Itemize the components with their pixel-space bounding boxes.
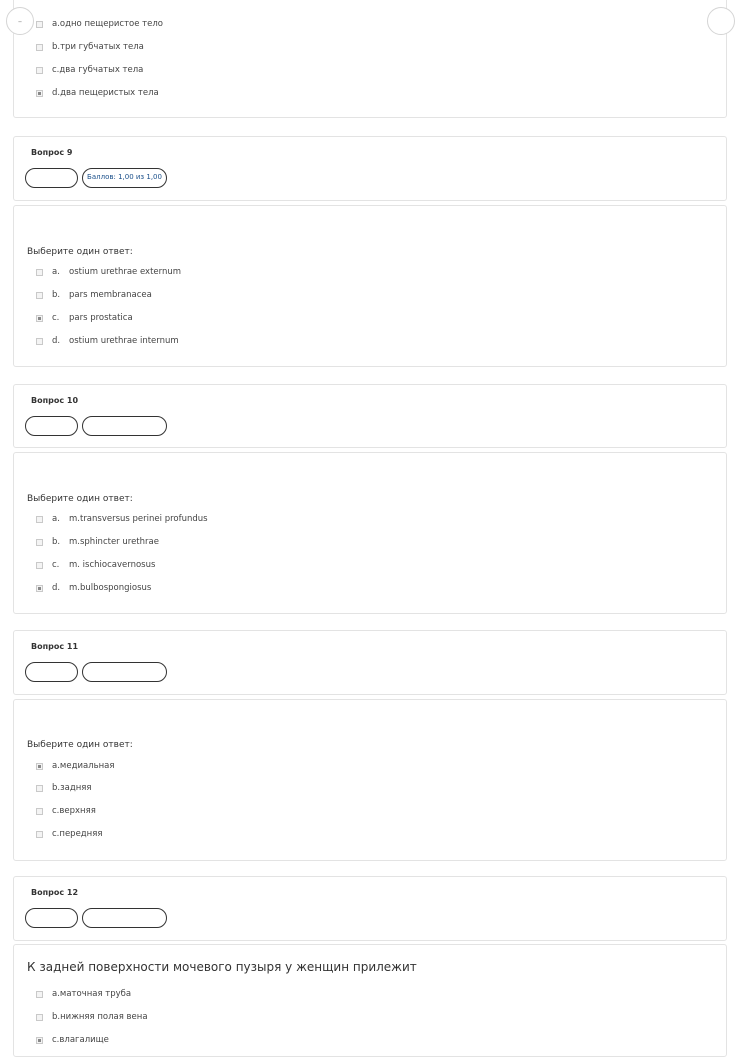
radio-button[interactable]	[36, 44, 43, 51]
option-letter: a.	[52, 19, 60, 29]
option-text: ostium urethrae internum	[69, 336, 179, 346]
option-text: верхняя	[59, 806, 96, 816]
option-text: pars prostatica	[69, 313, 133, 323]
radio-button[interactable]	[36, 808, 43, 815]
option-q12-c[interactable]	[36, 1034, 109, 1046]
option-q8-a[interactable]	[36, 18, 163, 30]
option-q8-b[interactable]	[36, 41, 144, 53]
option-letter: d.	[52, 583, 61, 593]
radio-button[interactable]	[36, 269, 43, 276]
option-text: m.bulbospongiosus	[69, 583, 152, 593]
question-title: Вопрос 11	[31, 642, 79, 651]
question-flag-button[interactable]	[25, 416, 78, 436]
option-q11-c[interactable]	[36, 805, 96, 817]
radio-button-checked[interactable]	[36, 315, 43, 322]
option-letter: c.	[52, 560, 60, 570]
option-text: m.transversus perinei profundus	[69, 514, 208, 524]
radio-button-checked[interactable]	[36, 763, 43, 770]
radio-button[interactable]	[36, 67, 43, 74]
option-q12-a[interactable]	[36, 988, 131, 1000]
option-text: задняя	[60, 783, 92, 793]
option-q8-d[interactable]	[36, 87, 159, 99]
question-title: Вопрос 10	[31, 396, 79, 405]
option-q11-a[interactable]	[36, 760, 115, 772]
option-letter: a.	[52, 761, 60, 771]
question-prompt: Выберите один ответ:	[27, 740, 133, 750]
option-letter: d.	[52, 336, 61, 346]
option-text: pars membranacea	[69, 290, 152, 300]
option-letter: c.	[52, 829, 60, 839]
option-text: влагалище	[59, 1035, 109, 1045]
option-text: передняя	[59, 829, 103, 839]
grade-badge	[82, 416, 167, 436]
option-q9-b[interactable]	[36, 289, 152, 301]
question-flag-button[interactable]	[25, 662, 78, 682]
question-info-12	[13, 876, 727, 941]
radio-button-checked[interactable]	[36, 90, 43, 97]
question-content-9	[13, 205, 727, 367]
radio-button[interactable]	[36, 1014, 43, 1021]
radio-button[interactable]	[36, 21, 43, 28]
option-letter: a.	[52, 514, 60, 524]
option-q9-a[interactable]	[36, 266, 181, 278]
collapse-right-button[interactable]	[707, 7, 735, 35]
option-letter: b.	[52, 1012, 61, 1022]
option-q11-d[interactable]	[36, 828, 102, 840]
question-content-11	[13, 699, 727, 861]
option-letter: c.	[52, 65, 60, 75]
question-title: Вопрос 12	[31, 888, 79, 897]
grade-badge: Баллов: 1,00 из 1,00	[82, 168, 167, 188]
question-info-9	[13, 136, 727, 201]
radio-button-checked[interactable]	[36, 1037, 43, 1044]
radio-button[interactable]	[36, 831, 43, 838]
option-letter: b.	[52, 783, 61, 793]
option-q10-b[interactable]	[36, 536, 159, 548]
option-letter: c.	[52, 1035, 60, 1045]
radio-button[interactable]	[36, 785, 43, 792]
question-title: Вопрос 9	[31, 148, 73, 157]
option-q10-d[interactable]	[36, 582, 151, 594]
option-text: маточная труба	[59, 989, 132, 999]
question-prompt: Выберите один ответ:	[27, 247, 133, 257]
question-prompt: Выберите один ответ:	[27, 494, 133, 504]
grade-badge	[82, 662, 167, 682]
radio-button[interactable]	[36, 562, 43, 569]
option-text: три губчатых тела	[60, 42, 144, 52]
radio-button[interactable]	[36, 991, 43, 998]
radio-button[interactable]	[36, 539, 43, 546]
option-letter: b.	[52, 290, 61, 300]
question-content-10	[13, 452, 727, 614]
option-letter: b.	[52, 42, 61, 52]
option-letter: c.	[52, 806, 60, 816]
option-text: m. ischiocavernosus	[69, 560, 156, 570]
option-text: нижняя полая вена	[60, 1012, 148, 1022]
option-letter: b.	[52, 537, 61, 547]
option-q12-b[interactable]	[36, 1011, 148, 1023]
radio-button-checked[interactable]	[36, 585, 43, 592]
option-text: ostium urethrae externum	[69, 267, 182, 277]
question-flag-button[interactable]	[25, 908, 78, 928]
option-q9-c[interactable]	[36, 312, 133, 324]
radio-button[interactable]	[36, 338, 43, 345]
option-letter: d.	[52, 88, 61, 98]
option-letter: a.	[52, 267, 60, 277]
question-content-12	[13, 944, 727, 1057]
option-q8-c[interactable]	[36, 64, 143, 76]
question-info-10	[13, 384, 727, 448]
question-info-11	[13, 630, 727, 695]
option-text: m.sphincter urethrae	[69, 537, 159, 547]
option-q11-b[interactable]	[36, 782, 92, 794]
collapse-left-button[interactable]: –	[6, 7, 34, 35]
radio-button[interactable]	[36, 516, 43, 523]
option-text: два губчатых тела	[59, 65, 144, 75]
option-text: одно пещеристое тело	[59, 19, 163, 29]
grade-badge	[82, 908, 167, 928]
question-flag-button[interactable]	[25, 168, 78, 188]
option-q9-d[interactable]	[36, 335, 179, 347]
option-letter: a.	[52, 989, 60, 999]
question-prompt: К задней поверхности мочевого пузыря у женщин прилежит	[27, 960, 417, 974]
option-q10-a[interactable]	[36, 513, 208, 525]
option-letter: c.	[52, 313, 60, 323]
option-text: медиальная	[59, 761, 115, 771]
option-q10-c[interactable]	[36, 559, 155, 571]
radio-button[interactable]	[36, 292, 43, 299]
answer-block-q8	[13, 0, 727, 118]
option-text: два пещеристых тела	[60, 88, 159, 98]
